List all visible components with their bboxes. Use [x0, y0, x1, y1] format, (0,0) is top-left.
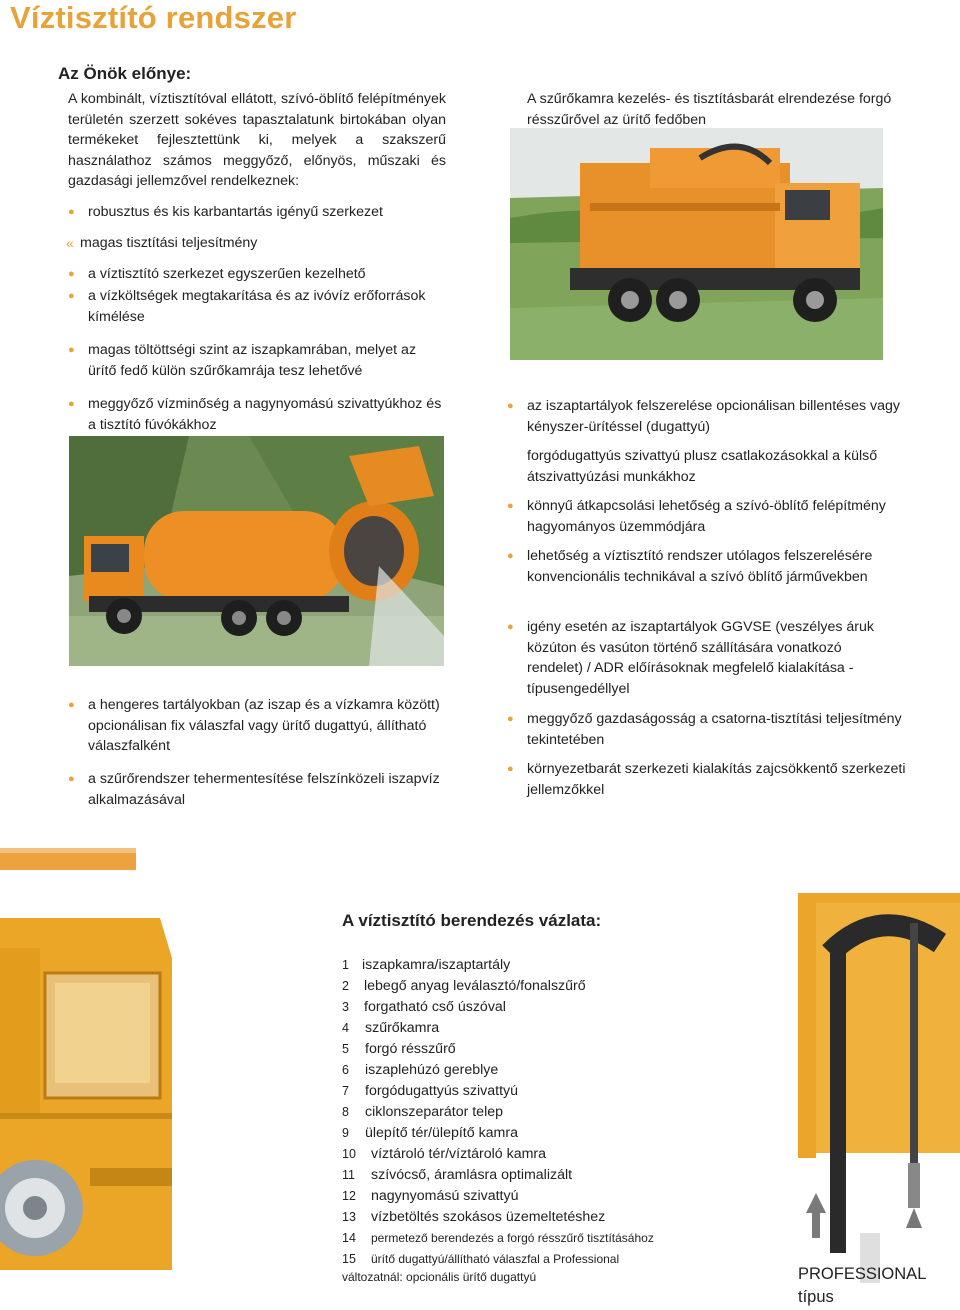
bullet-item: ● meggyőző vízminőség a nagynyomású szivattyúkhoz és a tisztító fúvókákhoz [68, 396, 442, 433]
bullet-item: ● a szűrőrendszer tehermentesítése felszínközeli iszapvíz alkalmazásával [68, 771, 440, 808]
bullet-dot-icon: ● [507, 500, 514, 512]
legend-item: 5 forgó résszűrő [342, 1041, 456, 1057]
legend-item: 10 víztároló tér/víztároló kamra [342, 1146, 547, 1162]
professional-equipment-illustration [770, 893, 960, 1310]
truck-photo-spraying [69, 436, 444, 666]
orange-strip-graphic [0, 848, 136, 870]
legend-item: 12 nagynyomású szivattyú [342, 1188, 519, 1204]
feature-item: ● könnyű átkapcsolási lehetőség a szívó-öblítő felépítmény hagyományos üzemmódjára [507, 498, 886, 535]
legend-item: 2 lebegő anyag leválasztó/fonalszűrő [342, 978, 586, 994]
legend-item: 7 forgódugattyús szivattyú [342, 1083, 518, 1099]
feature-item: ● lehetőség a víztisztító rendszer utólagos felszerelésére konvencionális technikával a szívó öblítő járművekben [507, 548, 873, 585]
bullet-dot-icon: ● [507, 621, 514, 633]
bullet-dot-icon: ● [507, 713, 514, 725]
legend-item: 1 iszapkamra/iszaptartály [342, 957, 511, 973]
bullet-dot-icon: ● [68, 398, 75, 410]
legend-item: 15 ürítő dugattyú/állítható válaszfal a Professional [342, 1252, 620, 1266]
feature-item: ● környezetbarát szerkezeti kialakítás zajcsökkentő szerkezeti jellemzőkkel [507, 761, 906, 798]
photo-caption: A szűrőkamra kezelés- és tisztításbarát elrendezése forgó résszűrővel az ürítő fedőben [527, 91, 892, 128]
guillemet-icon: « [66, 235, 74, 251]
bullet-item: « magas tisztítási teljesítmény [80, 233, 440, 254]
bullet-dot-icon: ● [68, 344, 75, 356]
bullet-dot-icon: ● [507, 550, 514, 562]
legend-item: 3 forgatható cső úszóval [342, 999, 506, 1015]
legend-item: 6 iszaplehúzó gereblye [342, 1062, 499, 1078]
feature-item: forgódugattyús szivattyú plusz csatlakozásokkal a külső átszivattyúzási munkákhoz [527, 448, 878, 485]
legend-item: 9 ülepítő tér/ülepítő kamra [342, 1125, 518, 1141]
bullet-item: ● a hengeres tartályokban (az iszap és a vízkamra között) opcionálisan fix válaszfal vagy ürítő dugattyú, állítható válaszfalként [68, 697, 440, 754]
legend-item: 4 szűrőkamra [342, 1020, 440, 1036]
bullet-item: ● magas töltöttségi szint az iszapkamrában, melyet az ürítő fedő külön szűrőkamrája tesz lehetővé [68, 342, 417, 379]
truck-cab-illustration [0, 918, 175, 1270]
bullet-item: ● a vízköltségek megtakarítása és az ivóvíz erőforrások kímélése [68, 288, 426, 325]
legend-item: 13 vízbetöltés szokásos üzemeltetéshez [342, 1209, 606, 1225]
bullet-dot-icon: ● [507, 400, 514, 412]
intro-paragraph: A kombinált, víztisztítóval ellátott, szívó-öblítő felépítmények területén szerzett sokéves tapasztalatunk birtokában olyan termékeket fejlesztettünk ki, melyek a szakszerű használathoz számos meggyőző, előnyös, műszaki és gazdasági jellemzővel rendelkeznek: [68, 91, 446, 189]
feature-item: ● az iszaptartályok felszerelése opcionálisan billentéses vagy kényszer-ürítéssel (dugattyú) [507, 398, 901, 435]
page-title: Víztisztító rendszer [10, 0, 297, 35]
bullet-dot-icon: ● [68, 268, 75, 280]
bullet-dot-icon: ● [68, 699, 75, 711]
bullet-dot-icon: ● [68, 773, 75, 785]
bullet-item: ● a víztisztító szerkezet egyszerűen kezelhető [88, 264, 448, 285]
bullet-dot-icon: ● [68, 290, 75, 302]
feature-item: ● igény esetén az iszaptartályok GGVSE (veszélyes áruk közúton és vasúton történő szállítására vonatkozó rendelet) / ADR előírásoknak megfelelő kialakítása - típusengedéllyel [507, 619, 874, 697]
legend-item: 8 ciklonszeparátor telep [342, 1104, 504, 1120]
diagram-legend [342, 955, 722, 1270]
bullet-dot-icon: ● [507, 763, 514, 775]
legend-item: 14 permetező berendezés a forgó résszűrő tisztításához [342, 1231, 654, 1245]
legend-note: változatnál: opcionális ürítő dugattyú [342, 1270, 537, 1284]
bullet-item: ● robusztus és kis karbantartás igényű szerkezet [88, 202, 448, 223]
legend-item: 11 szívócső, áramlásra optimalizált [342, 1167, 573, 1183]
bullet-dot-icon: ● [68, 206, 75, 218]
professional-type-label: PROFESSIONAL típus [798, 1265, 926, 1306]
truck-photo-filter-lid [510, 128, 883, 360]
diagram-title: A víztisztító berendezés vázlata: [342, 911, 602, 930]
feature-item: ● meggyőző gazdaságosság a csatorna-tisztítási teljesítmény tekintetében [507, 711, 902, 748]
advantages-heading: Az Önök előnye: [58, 64, 192, 83]
